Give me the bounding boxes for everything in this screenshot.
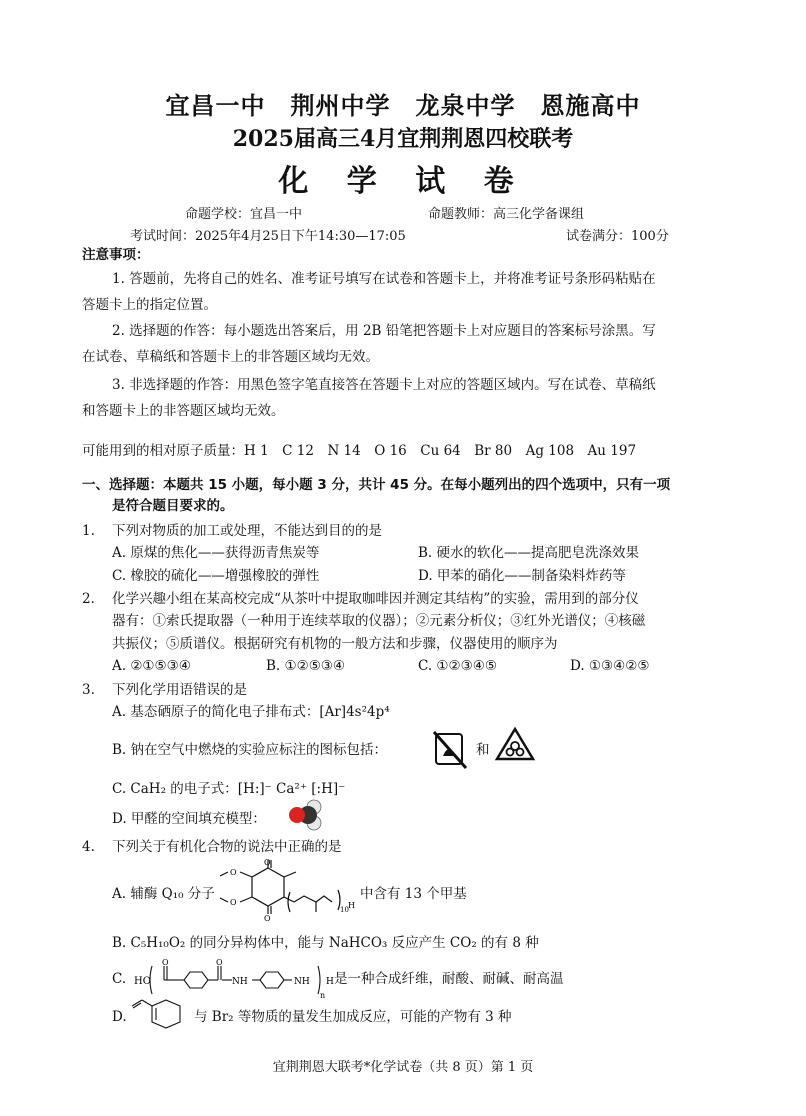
- meta-time: 考试时间：2025年4月25日下午14:30—17:05: [130, 229, 406, 244]
- svg-text:O: O: [230, 868, 237, 877]
- q3-number: 3.: [82, 682, 95, 698]
- q4-option-a-prefix: A. 辅酶 Q₁₀ 分子: [112, 886, 215, 902]
- q1-option-b: B. 硬水的软化——提高肥皂洗涤效果: [418, 545, 640, 561]
- svg-text:O: O: [264, 858, 271, 867]
- q1-option-d: D. 甲苯的硝化——制备染料炸药等: [418, 568, 626, 584]
- subject-title: 化 学 试 卷: [278, 164, 528, 199]
- no-open-flame-hazard-icon: [432, 728, 472, 772]
- svg-text:H: H: [326, 977, 334, 987]
- q4-option-a-suffix: 中含有 13 个甲基: [360, 886, 467, 902]
- q2-option-b: B. ①②⑤③④: [266, 658, 346, 674]
- svg-text:HO: HO: [134, 976, 151, 987]
- atomic-masses: 可能用到的相对原子质量：H 1 C 12 N 14 O 16 Cu 64 Br 80 Ag 108 Au 197: [82, 443, 637, 459]
- note-1b: 答题卡上的指定位置。: [82, 297, 217, 313]
- q4-option-c-suffix: 是一种合成纤维，耐酸、耐碱、耐高温: [334, 971, 564, 987]
- note-3b: 和答题卡上的非答题区域均无效。: [82, 403, 285, 419]
- q1-option-a: A. 原煤的焦化——获得沥青焦炭等: [112, 545, 320, 561]
- note-3a: 3. 非选择题的作答：用黑色签字笔直接答在答题卡上对应的答题区域内。写在试卷、草稿纸: [112, 377, 656, 393]
- q2-stem-3: 共振仪；⑤质谱仪。根据研究有机物的一般方法和步骤，仪器使用的顺序为: [112, 636, 558, 652]
- svg-text:NH: NH: [294, 977, 310, 987]
- q2-option-c: C. ①②③④⑤: [418, 658, 497, 674]
- q4-option-d-suffix: 与 Br₂ 等物质的量发生加成反应，可能的产物有 3 种: [194, 1009, 512, 1025]
- section1-line2: 是符合题目要求的。: [112, 498, 234, 514]
- q4-number: 4.: [82, 839, 95, 855]
- q3-and: 和: [476, 742, 490, 758]
- vinylcyclohexene-structure: [130, 994, 192, 1034]
- note-2a: 2. 选择题的作答：每小题选出答案后，用 2B 铅笔把答题卡上对应题目的答案标号涂黑。写: [112, 323, 656, 339]
- svg-text:NH: NH: [232, 977, 248, 987]
- q3-option-c: C. CaH₂ 的电子式：[H:]⁻ Ca²⁺ [:H]⁻: [112, 781, 346, 797]
- svg-text:n: n: [320, 991, 326, 1000]
- q2-option-a: A. ②①⑤③④: [112, 658, 191, 674]
- svg-text:O: O: [264, 914, 271, 922]
- q4-option-b: B. C₅H₁₀O₂ 的同分异构体中，能与 NaHCO₃ 反应产生 CO₂ 的有 8 种: [112, 935, 539, 951]
- meta-school: 命题学校：宜昌一中: [185, 207, 303, 222]
- note-1a: 1. 答题前，先将自己的姓名、准考证号填写在试卷和答题卡上，并将准考证号条形码粘贴在: [112, 271, 656, 287]
- svg-text:O: O: [216, 958, 223, 967]
- q3-option-a: A. 基态硒原子的简化电子排布式：[Ar]4s²4p⁴: [112, 704, 390, 720]
- section1-line1: 一、选择题：本题共 15 小题，每小题 3 分，共计 45 分。在每小题列出的四个选项中，只有一项: [82, 477, 671, 493]
- q2-number: 2.: [82, 591, 95, 607]
- q4-option-c-prefix: C.: [112, 971, 127, 987]
- q2-stem-1: 化学兴趣小组在某高校完成“从茶叶中提取咖啡因并测定其结构”的实验，需用到的部分仪: [112, 591, 639, 607]
- q2-option-d: D. ①③④②⑤: [570, 658, 650, 674]
- svg-text:O: O: [230, 898, 237, 907]
- meta-score: 试卷满分：100分: [566, 229, 669, 244]
- notes-title: 注意事项：: [82, 247, 150, 263]
- q3-option-d: D. 甲醛的空间填充模型：: [112, 811, 266, 827]
- q3-stem: 下列化学用语错误的是: [112, 682, 247, 698]
- exam-title: 2025届高三4月宜荆荆恩四校联考: [232, 126, 574, 152]
- svg-text:O: O: [162, 958, 169, 967]
- q4-stem: 下列关于有机化合物的说法中正确的是: [112, 839, 342, 855]
- page-footer: 宜荆荆恩大联考*化学试卷（共 8 页）第 1 页: [272, 1060, 534, 1075]
- note-2b: 在试卷、草稿纸和答题卡上的非答题区域均无效。: [82, 349, 379, 365]
- school-names: 宜昌一中 荆州中学 龙泉中学 恩施高中: [165, 91, 641, 120]
- q1-stem: 下列对物质的加工或处理，不能达到目的的是: [112, 523, 382, 539]
- svg-text:10: 10: [340, 906, 349, 914]
- q1-option-c: C. 橡胶的硫化——增强橡胶的弹性: [112, 568, 320, 584]
- svg-text:H: H: [348, 901, 355, 910]
- q3-option-b: B. 钠在空气中燃烧的实验应标注的图标包括：: [112, 742, 388, 758]
- q2-stem-2: 器有：①索氏提取器（一种用于连续萃取的仪器）；②元素分析仪；③红外光谱仪；④核磁: [112, 613, 646, 629]
- heat-warning-icon: [494, 726, 536, 770]
- formaldehyde-space-filling-model: [288, 797, 328, 833]
- q4-option-d-prefix: D.: [112, 1009, 127, 1025]
- meta-teacher: 命题教师：高三化学备课组: [428, 207, 585, 222]
- q1-number: 1.: [82, 523, 95, 539]
- coenzyme-q10-structure: [198, 856, 358, 922]
